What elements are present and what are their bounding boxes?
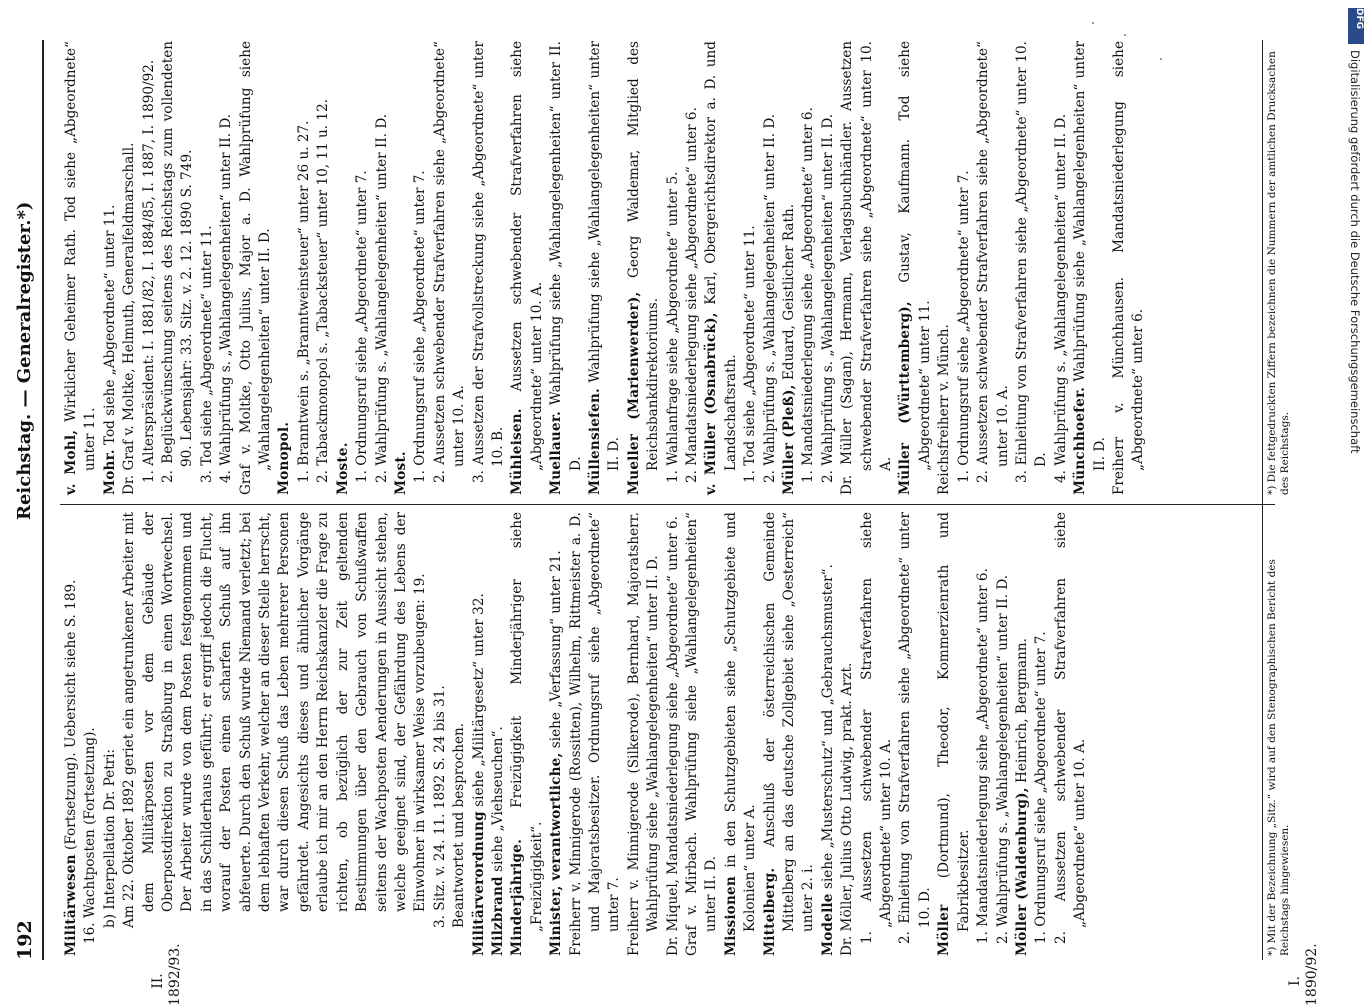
entry-keyword: Monopol. (276, 421, 293, 495)
dfg-logo (1348, 8, 1364, 44)
left-column (62, 512, 1252, 956)
register-entry (275, 41, 294, 495)
entry-text: siehe „Militärgesetz“ unter 32. (470, 593, 487, 812)
register-entry (1052, 41, 1071, 495)
register-entry (101, 41, 120, 495)
register-entry (1052, 512, 1091, 956)
entry-keyword: Müllensiefen. (586, 388, 603, 495)
entry-text: Reichsfreiherr v. Münch. (936, 324, 953, 495)
entry-text: Georg Waldemar, Mitglied des Reichsbankdirektoriums. (625, 41, 662, 471)
entry-text: 1. Mandatsniederlegung siehe „Abgeordnete“ unter 6. (975, 568, 992, 944)
entry-keyword: Milzbrand (489, 876, 506, 956)
entry-text: Dr. Miquel, Mandatsniederlegung siehe „Abgeordnete“ unter 6. (664, 516, 681, 956)
register-entry (955, 41, 974, 495)
register-entry (761, 512, 819, 956)
register-entry (896, 512, 935, 956)
scan-speck (1124, 34, 1126, 36)
entry-text: 2. Mandatsniederlegung siehe „Abgeordnete“ unter 6. (684, 107, 700, 483)
entry-text: 1. Ordnungsruf siehe „Abgeordnete“ unter 7. (354, 170, 371, 483)
register-entry (120, 41, 139, 495)
entry-text: Freiherr v. Münchhausen. Mandatsniederlegung siehe „Abgeordnete“ unter 6. (1110, 41, 1147, 495)
register-entry (780, 41, 799, 495)
margin-note-right (1287, 943, 1321, 1006)
register-entry (62, 41, 101, 495)
entry-keyword: Möller (936, 904, 953, 956)
register-entry (567, 512, 625, 956)
dfg-logo-text: DFG (1354, 8, 1364, 30)
entry-text: Wirklicher Geheimer Rath. Tod siehe „Abgeordnete“ unter 11. (63, 41, 99, 471)
register-entry (683, 41, 702, 495)
register-entry (664, 512, 683, 956)
entry-text: 1. Mandatsniederlegung siehe „Abgeordnete“ unter 6. (800, 107, 817, 483)
register-entry (159, 41, 198, 495)
entry-text: 1. Aussetzen schwebender Strafverfahren siehe „Abgeordnete“ unter 10. A. (858, 512, 895, 944)
register-entry (237, 41, 276, 495)
register-entry (838, 41, 896, 495)
register-entry (896, 41, 935, 495)
entry-text: Freizügigkeit Minderjähriger siehe „Freizügigkeit“. (509, 512, 545, 932)
entry-text: (Fortsetzung). Uebersicht siehe S. 189. (63, 579, 79, 855)
entry-keyword: Militärverordnung (470, 811, 487, 956)
entry-text: Freiherr v. Minnigerode (Rossitten), Wilhelm, Rittmeister a. D. und Majoratsbesitzer. Ordnungsruf siehe „Abgeordnete“ unter 7. (567, 512, 623, 956)
footnote-right: *) Die fettgedruckten Ziffern bezeichnen die Nummern der amtlichen Drucksachen des Reichstags. (1266, 51, 1291, 495)
entry-keyword: v. Mohl, (63, 429, 79, 495)
entry-text: Wahlprüfung siehe „Wahlangelegenheiten“ unter II. D. (586, 41, 623, 471)
entry-text: Dr. Müller (Sagan), Hermann, Verlagsbuchhändler. Aussetzen schwebender Strafverfahren siehe „Abgeordnete“ unter 10. A. (839, 41, 895, 495)
register-entry (373, 41, 392, 495)
margin-note-right-line2: 1890/92. (1304, 943, 1320, 1006)
register-entry (508, 512, 547, 956)
entry-text: siehe „Verfassung“ unter 21. (548, 550, 565, 753)
column-divider (60, 504, 1275, 505)
running-title: Reichstag. — Generalregister.*) (14, 201, 35, 520)
register-entry (198, 41, 217, 495)
register-entry (392, 41, 411, 495)
register-entry (664, 41, 683, 495)
register-entry (334, 41, 353, 495)
entry-text: 1. Ordnungsruf siehe „Abgeordnete“ unter 7. (955, 170, 972, 483)
footnote-rule (1262, 40, 1263, 960)
register-entry (508, 41, 547, 495)
entry-keyword: Muellauer. (548, 411, 565, 495)
register-entry (799, 41, 818, 495)
right-column (62, 41, 1252, 495)
register-entry (140, 41, 159, 495)
entry-text: 2. Aussetzen schwebender Strafverfahren siehe „Abgeordnete“ unter 10. A. (431, 41, 468, 483)
register-entry (819, 512, 838, 956)
entry-text: (Dortmund), Theodor, Kommerzienrath und Fabrikbesitzer. (936, 512, 972, 932)
register-entry (547, 512, 566, 956)
entry-keyword: Mittelberg. (761, 867, 778, 956)
register-entry (547, 41, 586, 495)
entry-text: Eduard, Geistlicher Rath. (781, 203, 798, 385)
entry-text: Anschluß der österreichischen Gemeinde Mittelberg an das deutsche Zollgebiet siehe „Oesterreich“ unter 2. i. (761, 512, 817, 932)
entry-text: 1. Alterspräsident: I. 1881/82, I. 1884/85, I. 1887, I. 1890/92. (140, 59, 157, 483)
entry-keyword: Mühleisen. (509, 408, 526, 495)
register-entry (314, 41, 333, 495)
entry-text: 4. Wahlprüfung s. „Wahlangelegenheiten“ unter II. D. (218, 113, 235, 483)
scan-speck (1160, 58, 1162, 60)
register-entry (489, 512, 508, 956)
entry-text: 1. Wahlanfrage siehe „Abgeordnete“ unter 5. (664, 171, 681, 483)
entry-text: 2. Beglückwünschung seitens des Reichstags zum vollendeten 90. Lebensjahr: 33. Sitz. v. 2. 12. 1890 S. 749. (160, 41, 196, 483)
entry-text: Karl, Obergerichtsdirektor a. D. und Landschaftsrath. (703, 41, 739, 471)
register-entry (470, 512, 489, 956)
register-entry (295, 41, 314, 495)
register-entry (62, 512, 81, 956)
entry-text: 16. Wachtposten (Fortsetzung). (82, 727, 99, 944)
margin-note-left (150, 943, 184, 1006)
entry-keyword: Moste. (334, 442, 351, 495)
entry-keyword: Most. (392, 451, 409, 495)
entry-text: 3. Einleitung von Strafverfahren siehe „Abgeordnete“ unter 10. D. (1013, 41, 1050, 483)
register-entry (586, 41, 625, 495)
register-entry (217, 41, 236, 495)
entry-text: Wahlprüfung siehe „Wahlangelegenheiten“ unter II. D. (548, 41, 584, 471)
entry-text: Gustav, Kaufmann. Tod siehe „Abgeordnete“ unter 11. (897, 40, 933, 471)
register-entry (761, 41, 780, 495)
entry-keyword: Modelle (819, 893, 836, 956)
register-entry (741, 41, 760, 495)
register-entry (683, 512, 722, 956)
entry-keyword: Militärwesen (63, 854, 79, 956)
entry-text: Heinrich, Bergmann. (1013, 638, 1030, 788)
footnote-left: *) Mit der Bezeichnung „Sitz.“ wird auf den Stenographischen Bericht des Reichstags hingewiesen. (1266, 559, 1291, 956)
register-entry (994, 512, 1013, 956)
register-entry (858, 512, 897, 956)
entry-text: 1. Ordnungsruf siehe „Abgeordnete“ unter 7. (412, 170, 429, 483)
entry-text: Beantwortet und besprochen. (451, 722, 468, 928)
entry-text: Am 22. Oktober 1892 geriet ein angetrunkener Arbeiter mit dem Militärposten vor dem Gebäude der Oberpostdirektion zu Straßburg in einen Wortwechsel. Der Arbeiter wurde von dem Posten festgenommen und in das Schilderhaus geführt; er ergriff jedoch die Flucht, worauf der Posten einen scharfen Schuß auf ihn abfeuerte. Durch den Schuß wurde Niemand verletzt; bei dem lebhaften Verkehr, welcher an dieser Stelle herrscht, war durch diesen Schuß das Leben mehrerer Personen gefährdet. Angesichts dieses und ähnlicher Vorgänge erlaube ich mir an den Herrn Reichskanzler die Frage zu richten, ob bezüglich der zur Zeit geltenden Bestimmungen über den Gebrauch von Schußwaffen seitens der Wachposten Aenderungen in Aussicht stehen, welche geeignet sind, der Gefährdung des Lebens der Einwohner in wirksamer Weise vorzubeugen: 19. (121, 512, 429, 928)
entry-keyword: Möller (Waldenburg), (1013, 787, 1030, 956)
entry-text: 3. Aussetzen der Strafvollstreckung siehe „Abgeordnete“ unter 10. B. (470, 41, 506, 483)
entry-text: in den Schutzgebieten siehe „Schutzgebiete und Kolonien“ unter A. (722, 512, 759, 932)
register-entry (935, 512, 974, 956)
margin-note-left-line1: II. (150, 973, 166, 989)
page-number: 192 (14, 920, 36, 960)
register-entry (1071, 41, 1110, 495)
scan-speck (1092, 22, 1094, 24)
entry-text: 2. Aussetzen schwebender Strafverfahren siehe „Abgeordnete“ unter 10. A. (1052, 512, 1089, 944)
entry-text: b) Interpellation Dr. Petri: (101, 748, 118, 928)
register-entry (431, 41, 470, 495)
entry-text: 1. Ordnungsruf siehe „Abgeordnete“ unter 7. (1033, 631, 1050, 944)
register-entry (702, 41, 741, 495)
register-entry (974, 41, 1013, 495)
dfg-credit: Digitalisierung gefördert durch die Deutsche Forschungsgemeinschaft (1348, 50, 1362, 454)
entry-text: Graf v. Mirbach. Wahlprüfung siehe „Wahlangelegenheiten“ unter II. D. (684, 512, 720, 956)
entry-keyword: Müller (Pleß), (781, 384, 798, 495)
register-entry (1032, 512, 1051, 956)
entry-text: 2. Tabackmonopol s. „Tabacksteuer“ unter 10, 11 u. 12. (315, 98, 332, 483)
entry-text: 1. Branntwein s. „Branntweinsteuer“ unter 26 u. 27. (295, 120, 312, 483)
entry-text: 4. Wahlprüfung s. „Wahlangelegenheiten“ unter II. D. (1052, 113, 1069, 483)
entry-keyword: v. Müller (Osnabrück), (703, 312, 720, 495)
entry-text: 3. Tod siehe „Abgeordnete“ unter 11. (198, 225, 215, 483)
entry-keyword: Minister, verantwortliche, (548, 752, 565, 956)
register-entry (411, 41, 430, 495)
register-entry (1013, 512, 1032, 956)
register-entry (470, 41, 509, 495)
register-entry (431, 512, 450, 956)
register-entry (353, 41, 372, 495)
entry-keyword: Müller (Württemberg), (897, 301, 914, 495)
margin-note-right-line1: I. (1287, 976, 1303, 986)
entry-text: 2. Wahlprüfung s. „Wahlangelegenheiten“ unter II. D. (373, 113, 390, 483)
register-entry (450, 512, 469, 956)
entry-keyword: Missionen (722, 876, 739, 956)
entry-text: siehe „Viehseuchen“. (489, 726, 506, 877)
register-entry (974, 512, 993, 956)
entry-text: 2. Wahlprüfung s. „Wahlangelegenheiten“ unter II. D. (819, 113, 836, 483)
margin-note-left-line2: 1892/93. (167, 943, 183, 1006)
register-entry (1110, 41, 1149, 495)
entry-text: 1. Tod siehe „Abgeordnete“ unter 11. (742, 225, 759, 483)
register-entry (935, 41, 954, 495)
entry-text: Tod siehe „Abgeordnete“ unter 11. (101, 204, 118, 450)
register-entry (101, 512, 120, 956)
register-entry (1013, 41, 1052, 495)
entry-keyword: Mueller (Marienwerder), (625, 291, 642, 495)
entry-text: 3. Sitz. v. 24. 11. 1892 S. 24 bis 31. (431, 685, 448, 928)
entry-keyword: Münchhoefer. (1072, 386, 1089, 495)
header-rule (42, 40, 44, 960)
register-entry (625, 512, 664, 956)
register-entry (819, 41, 838, 495)
register-entry (120, 512, 431, 956)
entry-text: Dr. Möller, Julius Otto Ludwig, prakt. Arzt. (839, 662, 856, 956)
entry-text: siehe „Musterschutz“ und „Gebrauchsmuster“. (819, 564, 836, 894)
register-entry (838, 512, 857, 956)
entry-text: Aussetzen schwebender Strafverfahren siehe „Abgeordnete“ unter 10. A. (509, 41, 545, 471)
entry-text: 2. Wahlprüfung s. „Wahlangelegenheiten“ unter II. D. (761, 113, 778, 483)
entry-text: Wahlprüfung siehe „Wahlangelegenheiten“ unter II. D. (1072, 41, 1108, 471)
dfg-sidebar (1345, 0, 1367, 1000)
entry-keyword: Minderjährige. (509, 838, 526, 956)
register-entry (625, 41, 664, 495)
entry-text: 2. Wahlprüfung s. „Wahlangelegenheiten“ unter II. D. (994, 574, 1011, 944)
entry-text: 2. Aussetzen schwebender Strafverfahren siehe „Abgeordnete“ unter 10. A. (975, 41, 1011, 483)
entry-text: Dr. Graf v. Moltke, Helmuth, Generalfeldmarschall. (121, 142, 138, 495)
register-entry (722, 512, 761, 956)
entry-text: 2. Einleitung von Strafverfahren siehe „Abgeordnete“ unter 10. D. (897, 512, 933, 944)
entry-keyword: Mohr. (101, 449, 118, 495)
entry-text: Graf v. Moltke, Otto Julius, Major a. D. Wahlprüfung siehe „Wahlangelegenheiten“ unter II. D. (237, 41, 274, 495)
entry-text: Freiherr v. Minnigerode (Silkerode), Bernhard, Majoratsherr. Wahlprüfung siehe „Wahlangelegenheiten“ unter II. D. (625, 512, 662, 956)
register-entry (81, 512, 100, 956)
